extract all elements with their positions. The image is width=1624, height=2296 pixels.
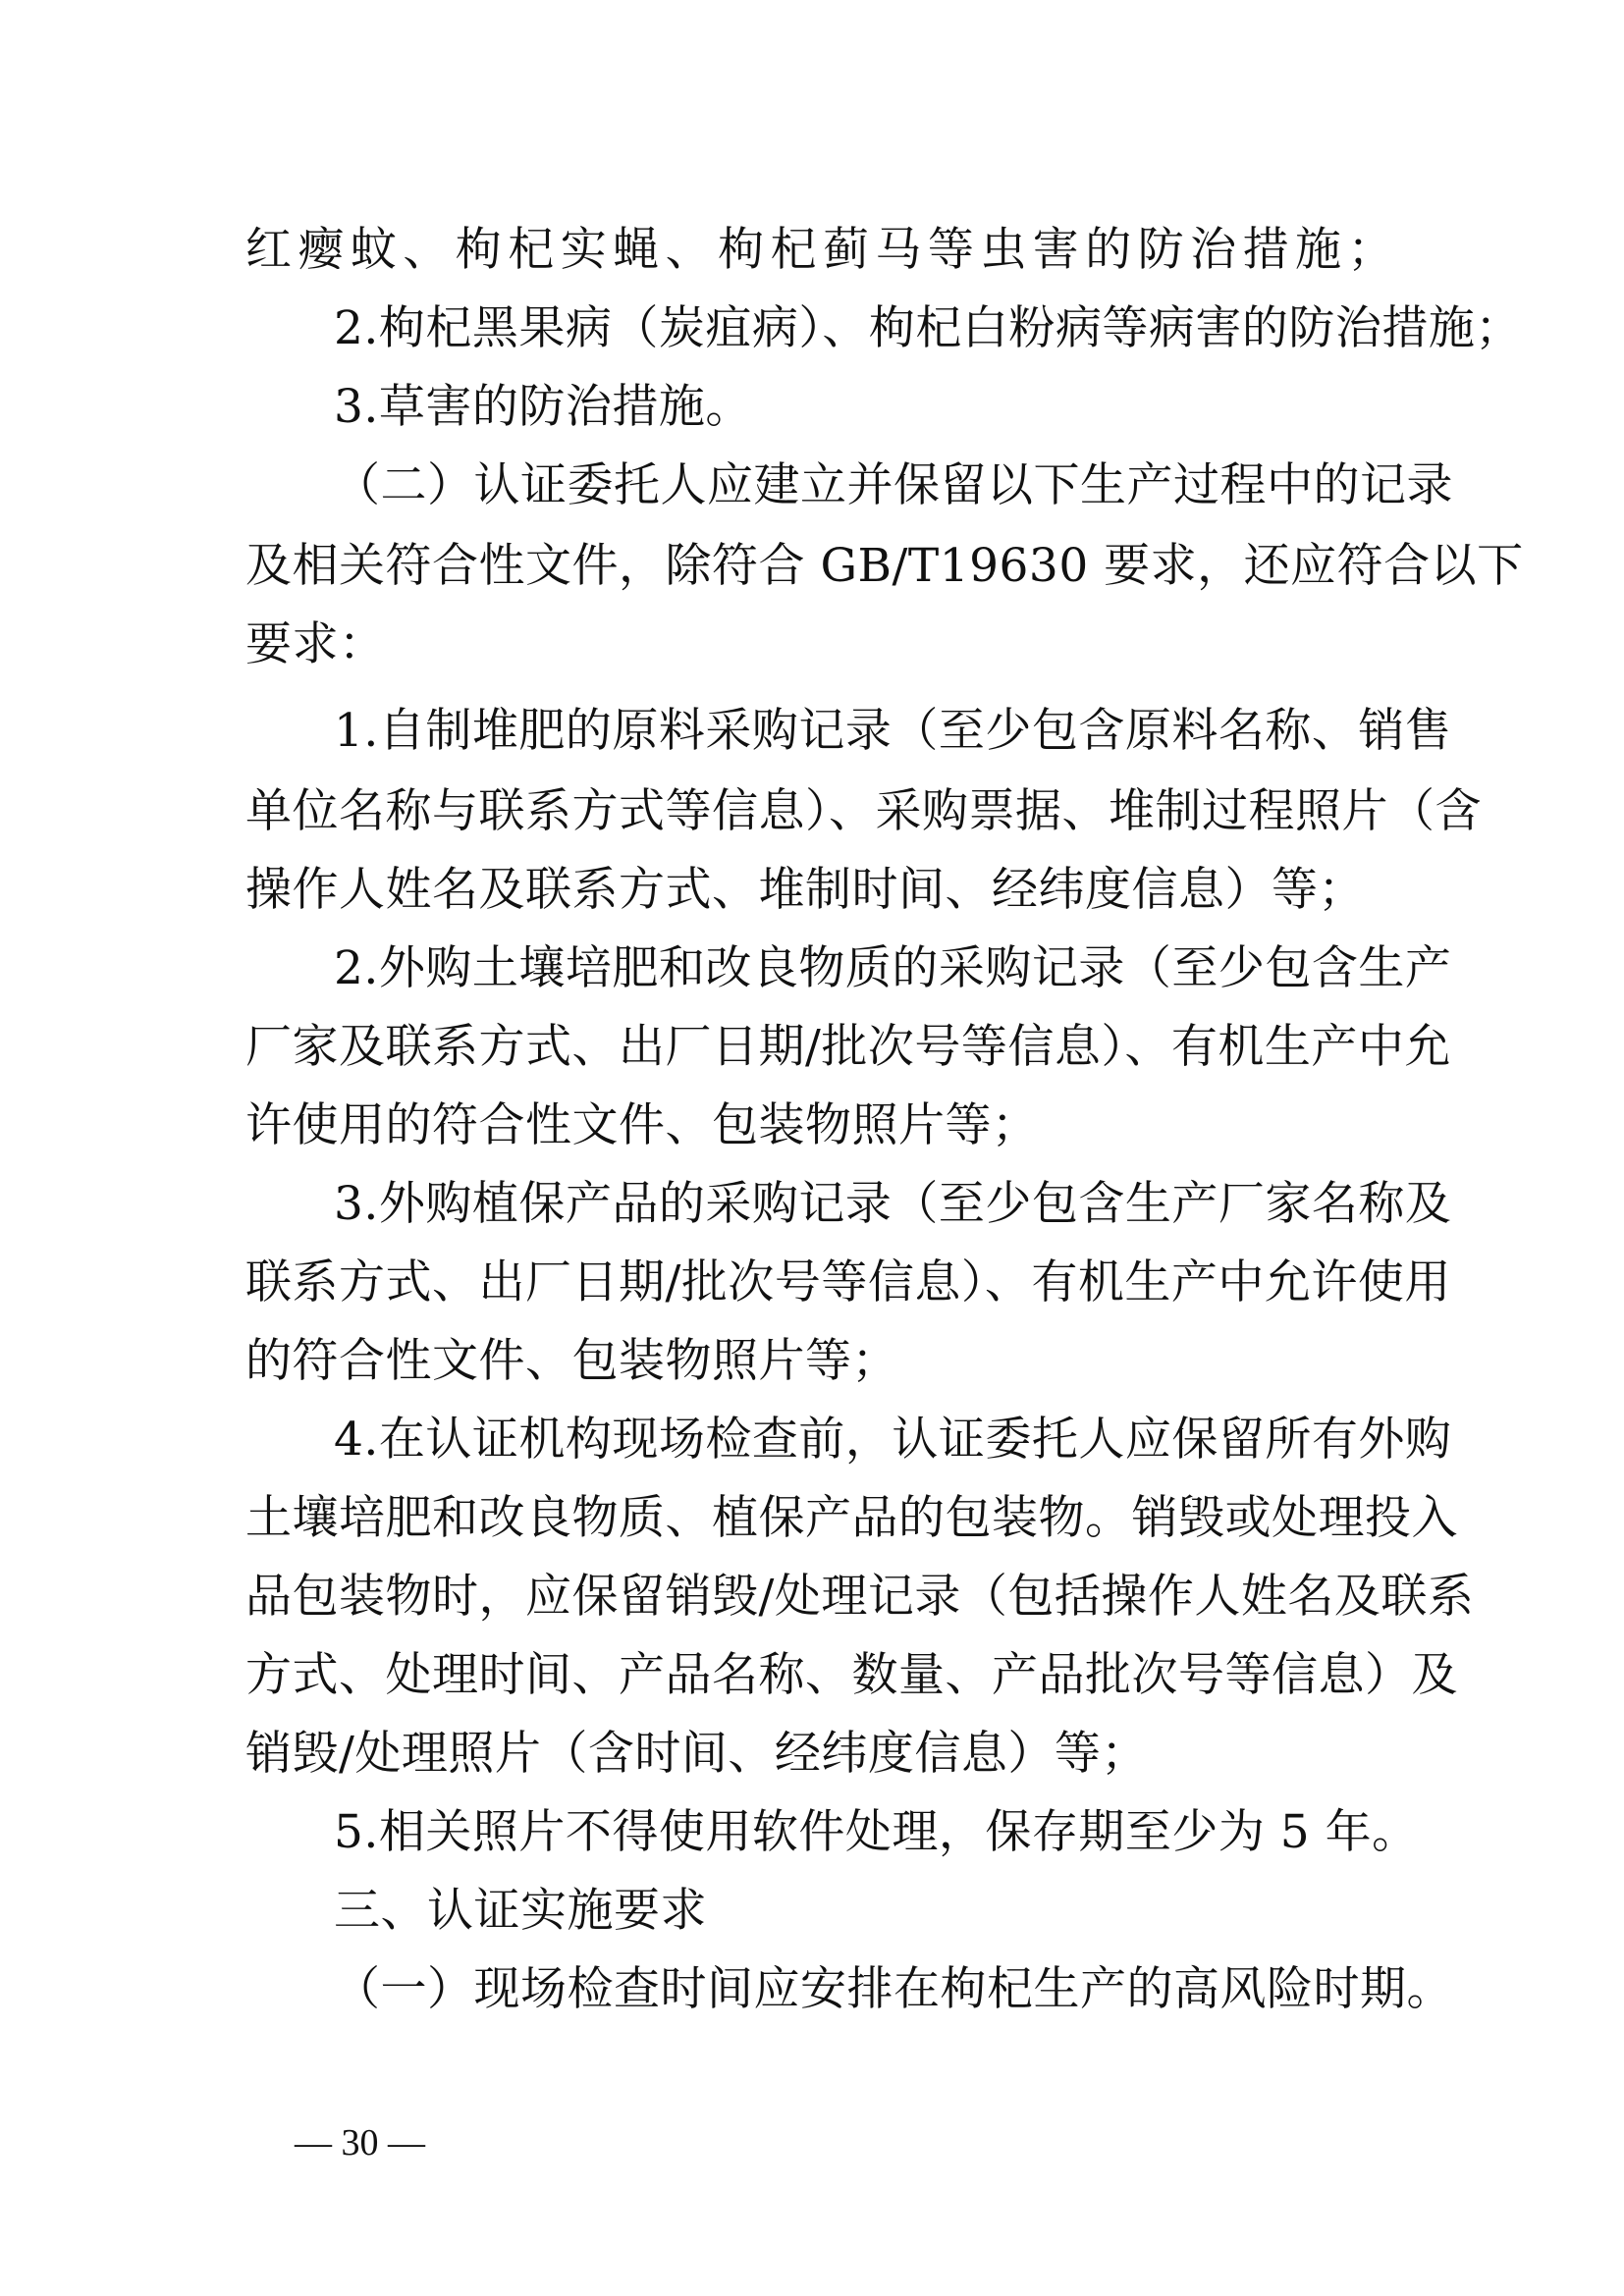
text-line: 4.在认证机构现场检查前，认证委托人应保留所有外购 [334, 1413, 1452, 1467]
text-line: 厂家及联系方式、出厂日期/批次号等信息）、有机生产中允 [245, 1020, 1451, 1074]
text-line: 5.相关照片不得使用软件处理，保存期至少为 5 年。 [334, 1805, 1419, 1859]
text-line: 及相关符合性文件，除符合 GB/T19630 要求，还应符合以下 [245, 539, 1524, 593]
section-heading: （一）现场检查时间应安排在枸杞生产的高风险时期。 [334, 1962, 1453, 2016]
text-line: 1.自制堆肥的原料采购记录（至少包含原料名称、销售 [334, 704, 1452, 758]
section-heading: 三、认证实施要求 [334, 1884, 707, 1938]
text-line: 2.枸杞黑果病（炭疽病）、枸杞白粉病等病害的防治措施； [334, 301, 1522, 355]
text-line: 土壤培肥和改良物质、植保产品的包装物。销毁或处理投入 [245, 1491, 1458, 1545]
text-line: 3.草害的防治措施。 [334, 380, 752, 434]
text-line: 联系方式、出厂日期/批次号等信息）、有机生产中允许使用 [245, 1255, 1451, 1309]
text-line: 的符合性文件、包装物照片等； [245, 1334, 898, 1388]
text-line: 品包装物时，应保留销毁/处理记录（包括操作人姓名及联系 [245, 1570, 1475, 1624]
text-line: 单位名称与联系方式等信息）、采购票据、堆制过程照片（含 [245, 784, 1482, 838]
section-heading: （二）认证委托人应建立并保留以下生产过程中的记录 [334, 458, 1453, 512]
text-line: 2.外购土壤培肥和改良物质的采购记录（至少包含生产 [334, 941, 1452, 995]
text-line: 红瘿蚊、枸杞实蝇、枸杞蓟马等虫害的防治措施； [245, 223, 1394, 277]
text-line: 3.外购植保产品的采购记录（至少包含生产厂家名称及 [334, 1177, 1452, 1231]
text-line: 方式、处理时间、产品名称、数量、产品批次号等信息）及 [245, 1648, 1458, 1702]
text-line: 要求： [245, 617, 386, 671]
page-number: — 30 — [295, 2122, 425, 2163]
text-line: 销毁/处理照片（含时间、经纬度信息）等； [245, 1727, 1148, 1781]
text-line: 操作人姓名及联系方式、堆制时间、经纬度信息）等； [245, 863, 1365, 917]
text-line: 许使用的符合性文件、包装物照片等； [245, 1098, 1039, 1152]
